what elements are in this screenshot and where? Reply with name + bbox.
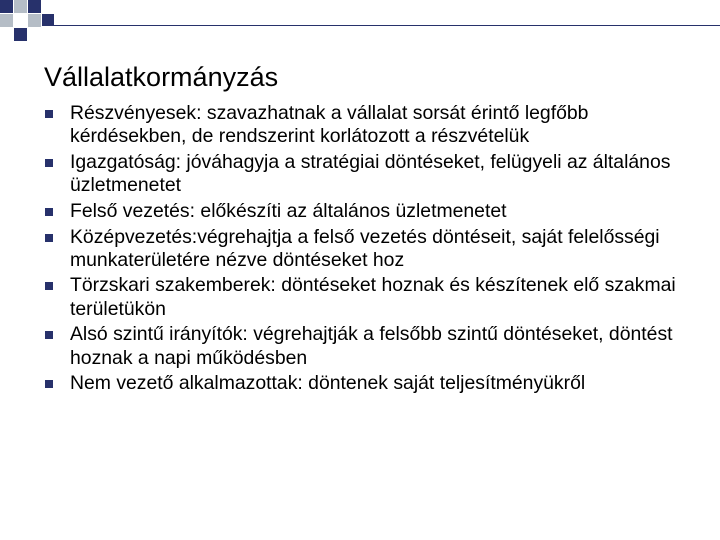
decor-square-icon xyxy=(0,14,13,27)
bullet-list xyxy=(44,102,684,398)
decor-square-icon xyxy=(14,28,27,41)
square-bullet-icon xyxy=(45,234,53,242)
square-bullet-icon xyxy=(45,110,53,118)
bullet-text: Nem vezető alkalmazottak: döntenek saját teljesítményükről xyxy=(70,372,586,395)
bullet-item xyxy=(44,102,684,148)
header-rule xyxy=(54,25,720,26)
decor-square-icon xyxy=(28,0,41,13)
bullet-item xyxy=(44,151,684,197)
bullet-text: Törzskari szakemberek: döntéseket hoznak és készítenek elő szakmai területükön xyxy=(70,274,676,320)
bullet-item xyxy=(44,226,684,272)
decor-square-icon xyxy=(14,14,27,27)
square-bullet-icon xyxy=(45,282,53,290)
header-decoration xyxy=(0,0,720,50)
bullet-text: Középvezetés:végrehajtja a felső vezetés döntéseit, saját felelősségi munkaterületére nézve döntéseket hoz xyxy=(70,225,660,271)
bullet-text: Igazgatóság: jóváhagyja a stratégiai döntéseket, felügyeli az általános üzletmenetet xyxy=(70,150,671,197)
bullet-item xyxy=(44,372,684,395)
bullet-text: Alsó szintű irányítók: végrehajtják a felsőbb szintű döntéseket, döntést hoznak a napi működésben xyxy=(70,323,673,369)
decor-square-icon xyxy=(0,0,13,13)
decor-square-icon xyxy=(42,14,54,26)
decor-square-icon xyxy=(14,0,27,13)
decor-square-icon xyxy=(28,14,41,27)
square-bullet-icon xyxy=(45,331,53,339)
bullet-text: Részvényesek: szavazhatnak a vállalat sorsát érintő legfőbb kérdésekben, de rendszerint korlátozott a részvételük xyxy=(70,102,589,148)
bullet-item xyxy=(44,323,684,369)
bullet-text: Felső vezetés: előkészíti az általános üzletmenetet xyxy=(70,199,507,222)
square-bullet-icon xyxy=(45,208,53,216)
slide-title: Vállalatkormányzás xyxy=(44,62,279,92)
square-bullet-icon xyxy=(45,380,53,388)
bullet-item xyxy=(44,274,684,320)
bullet-item xyxy=(44,200,684,223)
square-bullet-icon xyxy=(45,159,53,167)
